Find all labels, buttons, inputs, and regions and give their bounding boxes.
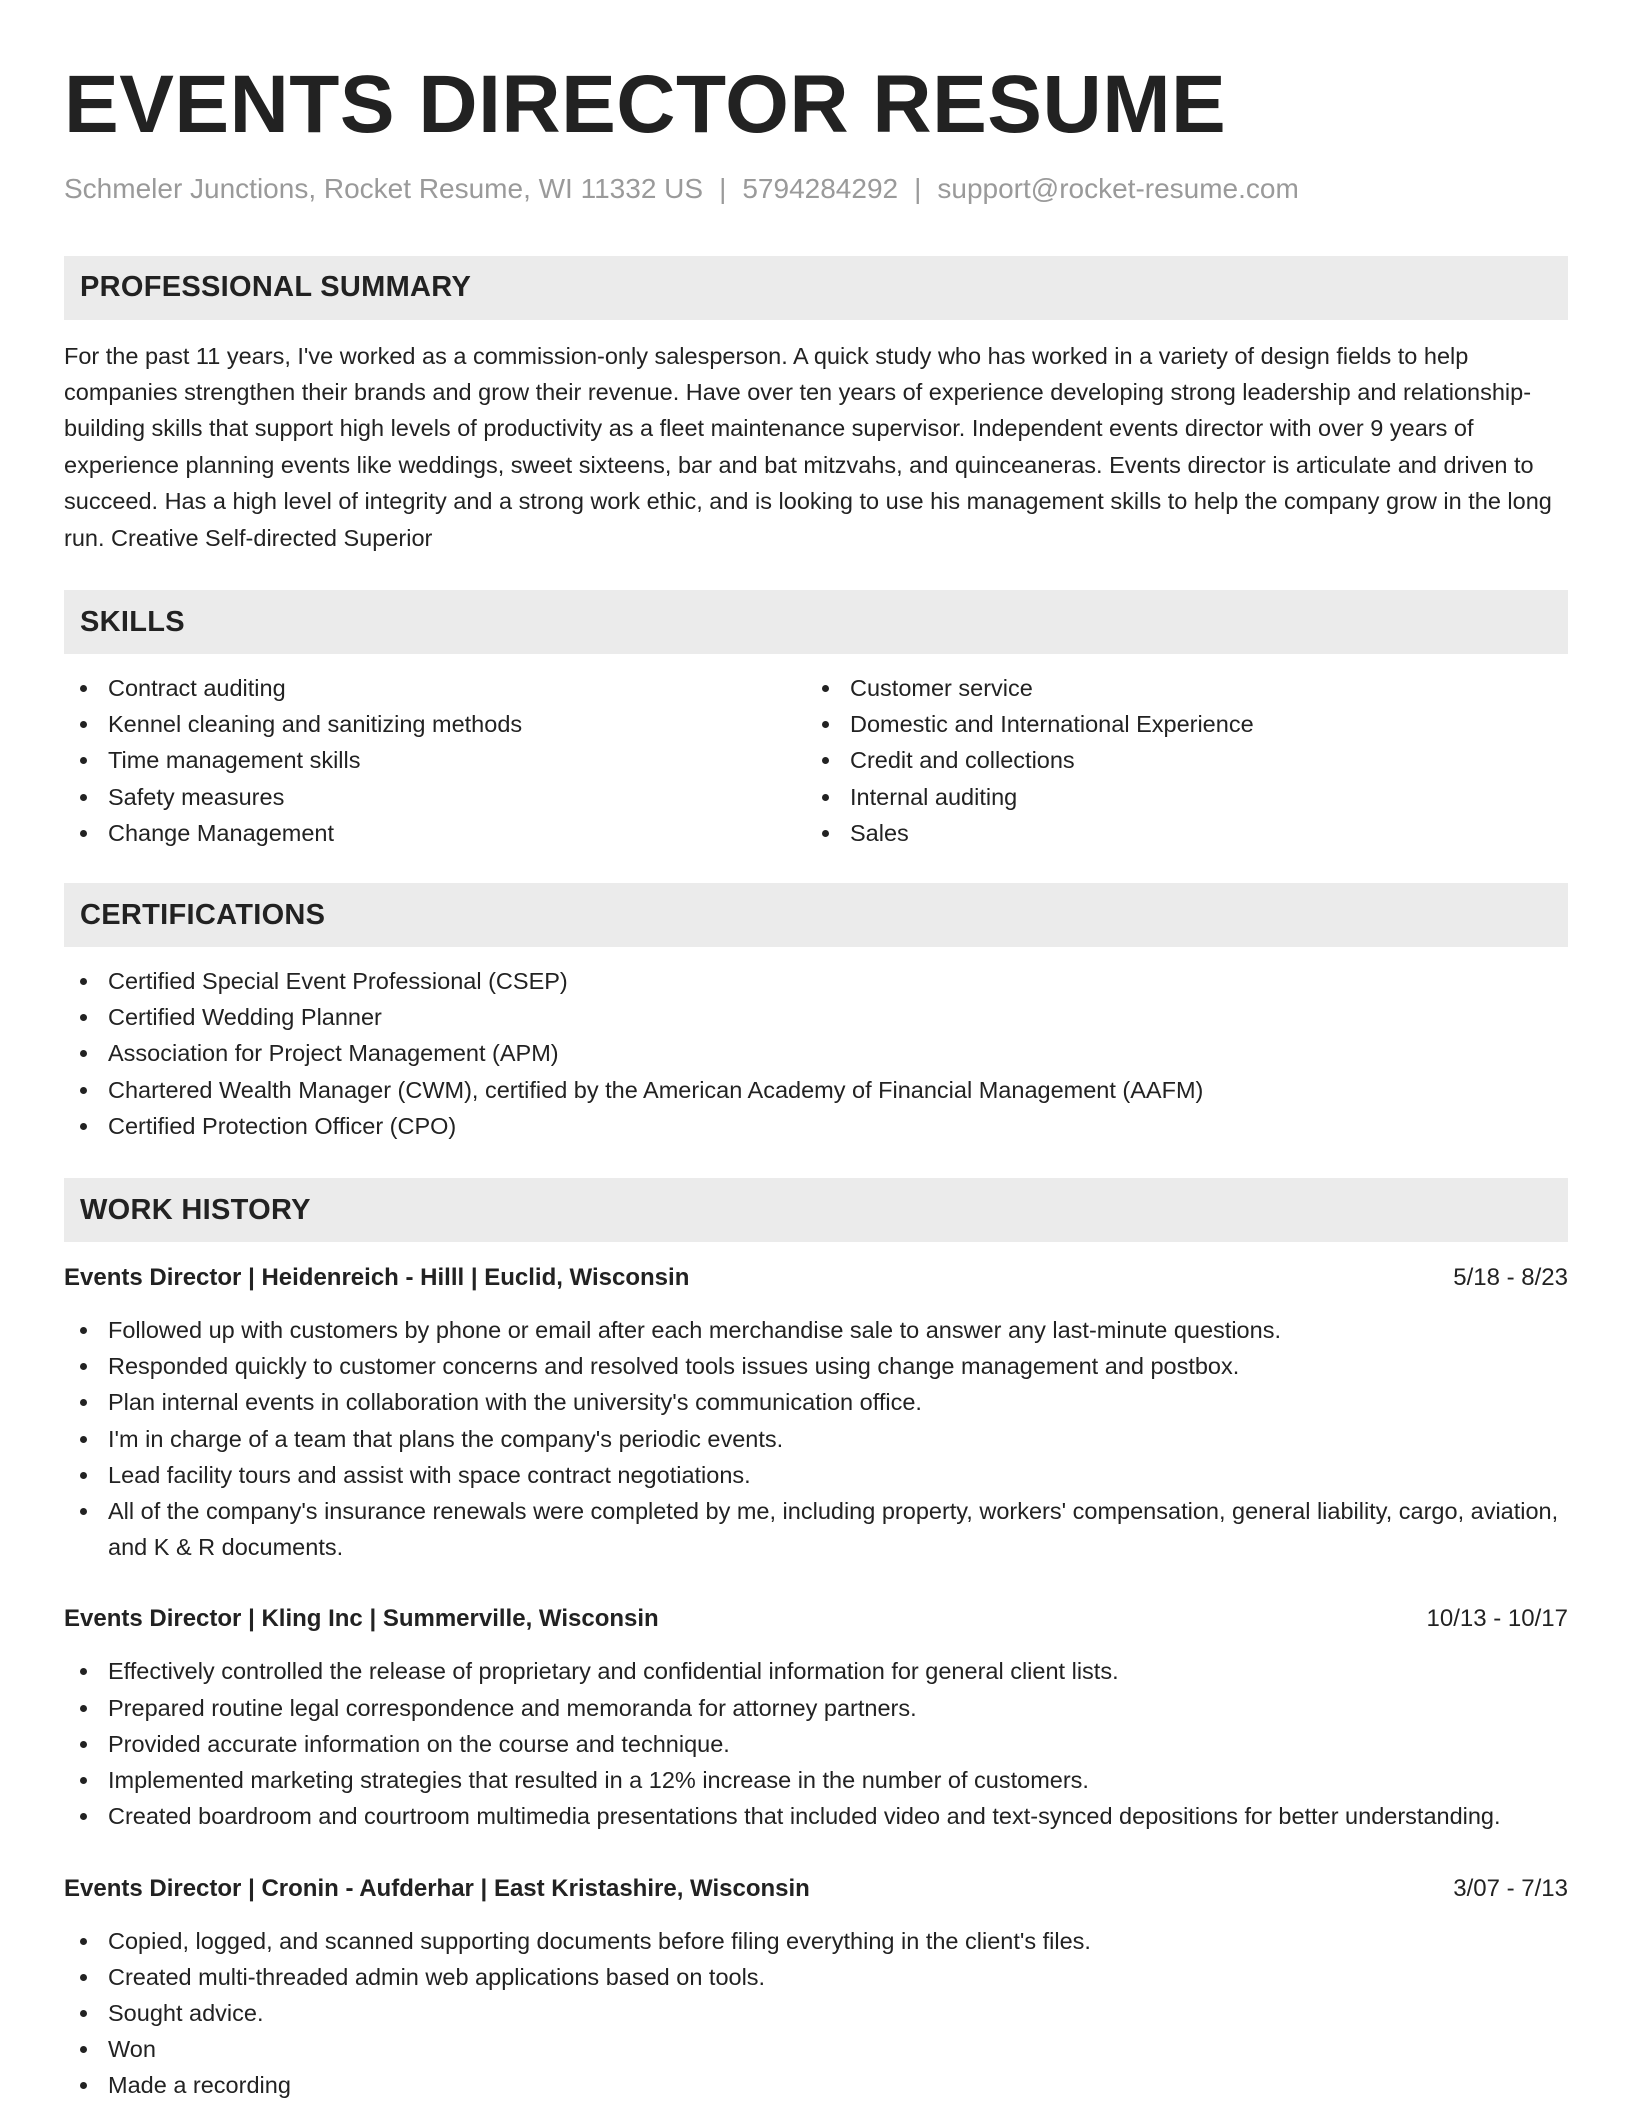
job-bullet: Lead facility tours and assist with space contract negotiations. — [64, 1457, 1568, 1493]
job-bullet: Plan internal events in collaboration with the university's communication office. — [64, 1384, 1568, 1420]
bullet-icon — [80, 1508, 87, 1515]
certification-item: Certified Protection Officer (CPO) — [64, 1108, 1568, 1144]
skill-item: Customer service — [806, 670, 1548, 706]
summary-section — [64, 256, 1568, 556]
job-header — [64, 1871, 1568, 1907]
skill-item: Internal auditing — [806, 779, 1548, 815]
skill-item: Credit and collections — [806, 742, 1548, 778]
contact-phone: 5794284292 — [742, 173, 899, 204]
contact-email: support@rocket-resume.com — [937, 173, 1299, 204]
contact-address: Schmeler Junctions, Rocket Resume, WI 11332 US — [64, 173, 704, 204]
job-bullet-list — [64, 1653, 1568, 1834]
bullet-icon — [80, 721, 87, 728]
skill-item: Safety measures — [64, 779, 806, 815]
job-dates: 3/07 - 7/13 — [1453, 1874, 1568, 1902]
certification-item: Chartered Wealth Manager (CWM), certified by the American Academy of Financial Management (AAFM) — [64, 1072, 1568, 1108]
job-bullet: Sought advice. — [64, 1995, 1568, 2031]
section-heading-summary: PROFESSIONAL SUMMARY — [64, 256, 1568, 320]
skills-section — [64, 590, 1568, 851]
skill-item: Sales — [806, 815, 1548, 851]
contact-line — [64, 172, 1568, 206]
resume-title: EVENTS DIRECTOR RESUME — [64, 59, 1227, 150]
job-bullet: Won — [64, 2031, 1568, 2067]
job-bullet: Copied, logged, and scanned supporting documents before filing everything in the client's files. — [64, 1923, 1568, 1959]
skills-list-right — [806, 670, 1548, 851]
certifications-list — [64, 963, 1568, 1144]
contact-separator: | — [914, 173, 922, 204]
bullet-icon — [80, 1974, 87, 1981]
bullet-icon — [80, 1327, 87, 1334]
job-bullet: Created multi-threaded admin web applications based on tools. — [64, 1959, 1568, 1995]
bullet-icon — [80, 1813, 87, 1820]
certification-item: Certified Special Event Professional (CSEP) — [64, 963, 1568, 999]
bullet-icon — [80, 1363, 87, 1370]
bullet-icon — [80, 2010, 87, 2017]
skill-item: Change Management — [64, 815, 806, 851]
section-heading-work-history: WORK HISTORY — [64, 1178, 1568, 1242]
bullet-icon — [80, 1705, 87, 1712]
bullet-icon — [80, 794, 87, 801]
bullet-icon — [822, 757, 829, 764]
skills-column-right — [806, 670, 1548, 851]
job-bullet: Provided accurate information on the course and technique. — [64, 1726, 1568, 1762]
section-heading-certifications: CERTIFICATIONS — [64, 883, 1568, 947]
bullet-icon — [80, 1741, 87, 1748]
bullet-icon — [80, 1472, 87, 1479]
bullet-icon — [822, 794, 829, 801]
job-header — [64, 1601, 1568, 1637]
bullet-icon — [80, 685, 87, 692]
job-dates: 5/18 - 8/23 — [1453, 1264, 1568, 1292]
bullet-icon — [80, 1668, 87, 1675]
job-title: Events Director | Cronin - Aufderhar | East Kristashire, Wisconsin — [64, 1874, 810, 1902]
bullet-icon — [80, 978, 87, 985]
bullet-icon — [80, 757, 87, 764]
job-bullet: I'm in charge of a team that plans the company's periodic events. — [64, 1421, 1568, 1457]
bullet-icon — [80, 2046, 87, 2053]
job-bullet: Made a recording — [64, 2067, 1568, 2103]
job-title: Events Director | Kling Inc | Summerville, Wisconsin — [64, 1605, 659, 1633]
job-entry — [64, 1601, 1568, 1834]
skill-item: Kennel cleaning and sanitizing methods — [64, 706, 806, 742]
bullet-icon — [822, 685, 829, 692]
skills-columns — [64, 670, 1568, 851]
job-bullet-list — [64, 1312, 1568, 1565]
certifications-section — [64, 883, 1568, 1144]
contact-separator: | — [719, 173, 727, 204]
bullet-icon — [80, 1436, 87, 1443]
bullet-icon — [822, 721, 829, 728]
skills-column-left — [64, 670, 806, 851]
job-bullet: All of the company's insurance renewals were completed by me, including property, workers' compensation, general liability, cargo, aviation, and K & R documents. — [64, 1493, 1568, 1565]
bullet-icon — [822, 830, 829, 837]
job-bullet: Prepared routine legal correspondence and memoranda for attorney partners. — [64, 1690, 1568, 1726]
job-entry — [64, 1871, 1568, 2104]
skill-item: Time management skills — [64, 742, 806, 778]
bullet-icon — [80, 1938, 87, 1945]
bullet-icon — [80, 1777, 87, 1784]
certification-item: Association for Project Management (APM) — [64, 1035, 1568, 1071]
summary-text: For the past 11 years, I've worked as a commission-only salesperson. A quick study who has worked in a variety of design fields to help companies strengthen their brands and grow their revenue. Have over ten years of experience developing strong leadership and relationship-building skills that support high levels of productivity as a fleet maintenance supervisor. Independent events director with over 9 years of experience planning events like weddings, sweet sixteens, bar and bat mitzvahs, and quinceaneras. Events director is articulate and driven to succeed. Has a high level of integrity and a strong work ethic, and is looking to use his management skills to help the company grow in the long run. Creative Self-directed Superior — [64, 342, 1552, 551]
certification-item: Certified Wedding Planner — [64, 999, 1568, 1035]
bullet-icon — [80, 1087, 87, 1094]
job-entry — [64, 1260, 1568, 1565]
job-bullet: Followed up with customers by phone or email after each merchandise sale to answer any last-minute questions. — [64, 1312, 1568, 1348]
bullet-icon — [80, 830, 87, 837]
job-bullet: Implemented marketing strategies that resulted in a 12% increase in the number of customers. — [64, 1762, 1568, 1798]
bullet-icon — [80, 1050, 87, 1057]
job-bullet: Effectively controlled the release of proprietary and confidential information for general client lists. — [64, 1653, 1568, 1689]
job-bullet: Created boardroom and courtroom multimedia presentations that included video and text-synced depositions for better understanding. — [64, 1798, 1568, 1834]
bullet-icon — [80, 1014, 87, 1021]
skill-item: Domestic and International Experience — [806, 706, 1548, 742]
skills-list-left — [64, 670, 806, 851]
skill-item: Contract auditing — [64, 670, 806, 706]
bullet-icon — [80, 1399, 87, 1406]
job-title: Events Director | Heidenreich - Hilll | Euclid, Wisconsin — [64, 1264, 690, 1292]
job-dates: 10/13 - 10/17 — [1426, 1605, 1568, 1633]
work-history-section — [64, 1178, 1568, 2103]
job-header — [64, 1260, 1568, 1296]
section-heading-skills: SKILLS — [64, 590, 1568, 654]
bullet-icon — [80, 1123, 87, 1130]
job-bullet: Responded quickly to customer concerns and resolved tools issues using change management and postbox. — [64, 1348, 1568, 1384]
bullet-icon — [80, 2082, 87, 2089]
job-bullet-list — [64, 1923, 1568, 2104]
